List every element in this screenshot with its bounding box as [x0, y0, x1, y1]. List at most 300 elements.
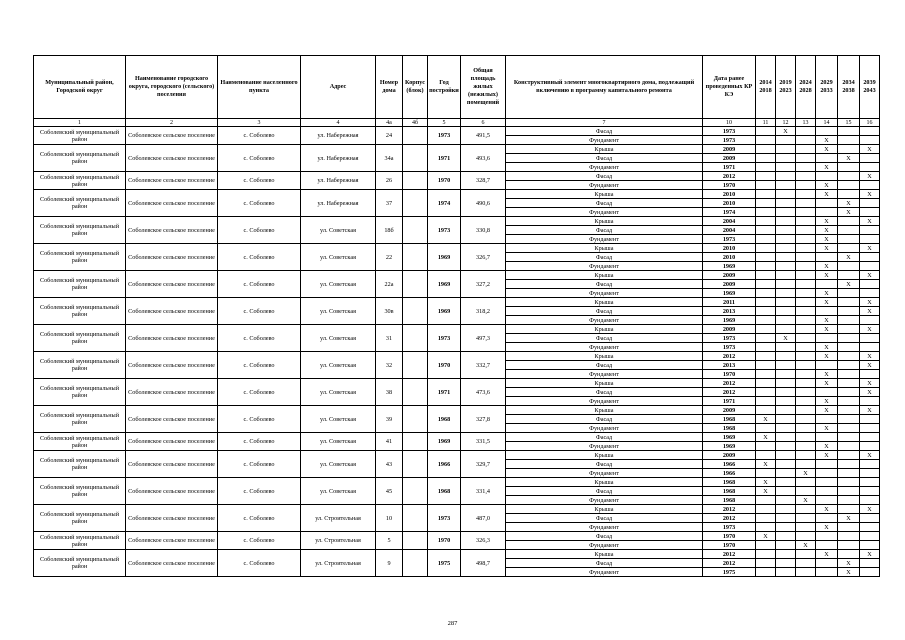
period-cell [860, 514, 880, 523]
period-cell: X [838, 568, 860, 577]
period-cell [860, 226, 880, 235]
period-cell [796, 190, 816, 199]
period-cell [838, 334, 860, 343]
street-cell: ул. Набережная [301, 127, 376, 145]
period-cell [838, 343, 860, 352]
street-cell: ул. Набережная [301, 172, 376, 190]
header-locality: Наименование населенного пункта [218, 56, 301, 119]
header-previous-repair: Дата ранее проведенных КР КЭ [703, 56, 756, 119]
element-cell: Фасад [506, 154, 703, 163]
settlement-cell: Соболевское сельское поселение [126, 451, 218, 478]
element-cell: Фундамент [506, 262, 703, 271]
period-cell [776, 370, 796, 379]
header-period-2019-2023: 2019 2023 [776, 56, 796, 119]
period-cell [838, 289, 860, 298]
element-cell: Фасад [506, 307, 703, 316]
area-cell: 498,7 [461, 550, 506, 577]
period-cell: X [816, 226, 838, 235]
period-cell [796, 181, 816, 190]
area-cell: 326,7 [461, 244, 506, 271]
period-cell [776, 289, 796, 298]
period-cell [838, 172, 860, 181]
element-cell: Крыша [506, 478, 703, 487]
block-cell [403, 325, 428, 352]
period-cell: X [860, 406, 880, 415]
header-settlement: Наименование городского округа, городского (сельского) поселения [126, 56, 218, 119]
period-cell [816, 154, 838, 163]
period-cell [796, 172, 816, 181]
period-cell: X [816, 163, 838, 172]
house-number-cell: 43 [376, 451, 403, 478]
period-cell [776, 154, 796, 163]
locality-cell: с. Соболево [218, 478, 301, 505]
period-cell: X [860, 379, 880, 388]
period-cell [860, 469, 880, 478]
period-cell [796, 415, 816, 424]
period-cell: X [860, 244, 880, 253]
period-cell [796, 298, 816, 307]
period-cell [838, 190, 860, 199]
period-cell [796, 244, 816, 253]
block-cell [403, 298, 428, 325]
block-cell [403, 550, 428, 577]
period-cell [860, 523, 880, 532]
element-cell: Фасад [506, 361, 703, 370]
settlement-cell: Соболевское сельское поселение [126, 271, 218, 298]
locality-cell: с. Соболево [218, 505, 301, 532]
capital-repair-table [33, 55, 880, 577]
period-cell [838, 298, 860, 307]
period-cell [816, 541, 838, 550]
period-cell [796, 271, 816, 280]
district-cell: Соболевский муниципальный район [34, 379, 126, 406]
period-cell: X [860, 271, 880, 280]
period-cell: X [816, 424, 838, 433]
period-cell [838, 442, 860, 451]
element-cell: Фундамент [506, 523, 703, 532]
period-cell [796, 217, 816, 226]
street-cell: ул. Советская [301, 271, 376, 298]
house-number-cell: 32 [376, 352, 403, 379]
table-row [34, 217, 880, 226]
period-cell: X [816, 316, 838, 325]
locality-cell: с. Соболево [218, 325, 301, 352]
element-cell: Фундамент [506, 316, 703, 325]
period-cell [756, 280, 776, 289]
element-cell: Фасад [506, 127, 703, 136]
period-cell [776, 406, 796, 415]
column-number: 15 [838, 119, 860, 127]
block-cell [403, 217, 428, 244]
period-cell: X [860, 298, 880, 307]
period-cell [756, 181, 776, 190]
locality-cell: с. Соболево [218, 550, 301, 577]
period-cell [860, 163, 880, 172]
period-cell [776, 523, 796, 532]
period-cell [796, 532, 816, 541]
period-cell [816, 199, 838, 208]
element-cell: Фундамент [506, 541, 703, 550]
previous-repair-cell: 2009 [703, 406, 756, 415]
locality-cell: с. Соболево [218, 352, 301, 379]
table-row [34, 145, 880, 154]
period-cell: X [816, 523, 838, 532]
element-cell: Фасад [506, 532, 703, 541]
period-cell [816, 496, 838, 505]
house-number-cell: 41 [376, 433, 403, 451]
element-cell: Фундамент [506, 397, 703, 406]
period-cell: X [796, 469, 816, 478]
period-cell [776, 469, 796, 478]
period-cell: X [860, 190, 880, 199]
period-cell [816, 253, 838, 262]
period-cell [838, 352, 860, 361]
period-cell [776, 271, 796, 280]
period-cell [776, 172, 796, 181]
street-cell: ул. Советская [301, 433, 376, 451]
column-number: 6 [461, 119, 506, 127]
period-cell [838, 487, 860, 496]
settlement-cell: Соболевское сельское поселение [126, 217, 218, 244]
period-cell [776, 352, 796, 361]
period-cell [816, 433, 838, 442]
locality-cell: с. Соболево [218, 127, 301, 145]
period-cell: X [860, 550, 880, 559]
previous-repair-cell: 2012 [703, 379, 756, 388]
period-cell [838, 406, 860, 415]
period-cell [776, 361, 796, 370]
period-cell [796, 514, 816, 523]
period-cell [838, 523, 860, 532]
header-period-2029-2033: 2029 2033 [816, 56, 838, 119]
house-number-cell: 5 [376, 532, 403, 550]
previous-repair-cell: 2012 [703, 505, 756, 514]
header-district: Муниципальный район, Городской округ [34, 56, 126, 119]
period-cell [756, 307, 776, 316]
period-cell [838, 244, 860, 253]
period-cell [860, 280, 880, 289]
settlement-cell: Соболевское сельское поселение [126, 478, 218, 505]
previous-repair-cell: 2004 [703, 217, 756, 226]
period-cell [776, 478, 796, 487]
year-built-cell: 1975 [428, 550, 461, 577]
period-cell [838, 370, 860, 379]
element-cell: Фундамент [506, 370, 703, 379]
previous-repair-cell: 2012 [703, 559, 756, 568]
settlement-cell: Соболевское сельское поселение [126, 352, 218, 379]
year-built-cell: 1969 [428, 271, 461, 298]
previous-repair-cell: 1968 [703, 424, 756, 433]
column-number: 14 [816, 119, 838, 127]
column-number: 2 [126, 119, 218, 127]
previous-repair-cell: 2010 [703, 190, 756, 199]
period-cell: X [816, 343, 838, 352]
table-row [34, 190, 880, 199]
previous-repair-cell: 2012 [703, 388, 756, 397]
house-number-cell: 37 [376, 190, 403, 217]
element-cell: Крыша [506, 352, 703, 361]
period-cell [816, 172, 838, 181]
period-cell [860, 154, 880, 163]
element-cell: Фундамент [506, 163, 703, 172]
table-row [34, 325, 880, 334]
period-cell [860, 460, 880, 469]
column-number: 5 [428, 119, 461, 127]
period-cell [796, 316, 816, 325]
previous-repair-cell: 2009 [703, 271, 756, 280]
period-cell [776, 550, 796, 559]
column-number: 10 [703, 119, 756, 127]
period-cell [796, 505, 816, 514]
period-cell [816, 568, 838, 577]
period-cell [816, 415, 838, 424]
period-cell: X [816, 325, 838, 334]
previous-repair-cell: 1970 [703, 370, 756, 379]
period-cell [756, 343, 776, 352]
element-cell: Фасад [506, 172, 703, 181]
area-cell: 327,8 [461, 406, 506, 433]
table-row [34, 550, 880, 559]
period-cell [838, 415, 860, 424]
period-cell: X [816, 136, 838, 145]
block-cell [403, 172, 428, 190]
period-cell [838, 424, 860, 433]
locality-cell: с. Соболево [218, 433, 301, 451]
period-cell [838, 262, 860, 271]
street-cell: ул. Советская [301, 379, 376, 406]
period-cell [776, 244, 796, 253]
period-cell [776, 424, 796, 433]
period-cell [796, 370, 816, 379]
period-cell [860, 415, 880, 424]
locality-cell: с. Соболево [218, 190, 301, 217]
house-number-cell: 24 [376, 127, 403, 145]
period-cell [796, 343, 816, 352]
street-cell: ул. Советская [301, 406, 376, 433]
element-cell: Фасад [506, 415, 703, 424]
period-cell [796, 388, 816, 397]
year-built-cell: 1970 [428, 532, 461, 550]
period-cell [796, 568, 816, 577]
block-cell [403, 406, 428, 433]
settlement-cell: Соболевское сельское поселение [126, 298, 218, 325]
period-cell: X [838, 253, 860, 262]
house-number-cell: 30в [376, 298, 403, 325]
street-cell: ул. Строительная [301, 532, 376, 550]
block-cell [403, 145, 428, 172]
period-cell [860, 289, 880, 298]
district-cell: Соболевский муниципальный район [34, 505, 126, 532]
column-number: 4а [376, 119, 403, 127]
period-cell [756, 352, 776, 361]
block-cell [403, 190, 428, 217]
period-cell [860, 559, 880, 568]
period-cell [838, 478, 860, 487]
settlement-cell: Соболевское сельское поселение [126, 325, 218, 352]
district-cell: Соболевский муниципальный район [34, 352, 126, 379]
previous-repair-cell: 2009 [703, 325, 756, 334]
block-cell [403, 433, 428, 451]
house-number-cell: 39 [376, 406, 403, 433]
period-cell [756, 208, 776, 217]
table-row [34, 532, 880, 541]
element-cell: Фундамент [506, 181, 703, 190]
period-cell [796, 550, 816, 559]
period-cell [796, 523, 816, 532]
period-cell [776, 181, 796, 190]
area-cell: 327,2 [461, 271, 506, 298]
period-cell [816, 127, 838, 136]
column-number: 16 [860, 119, 880, 127]
previous-repair-cell: 1969 [703, 262, 756, 271]
period-cell [860, 262, 880, 271]
element-cell: Фундамент [506, 496, 703, 505]
period-cell [776, 541, 796, 550]
period-cell [756, 235, 776, 244]
period-cell: X [756, 532, 776, 541]
period-cell [756, 550, 776, 559]
period-cell: X [816, 181, 838, 190]
house-number-cell: 31 [376, 325, 403, 352]
period-cell [776, 532, 796, 541]
period-cell [860, 568, 880, 577]
period-cell [756, 361, 776, 370]
period-cell [860, 532, 880, 541]
period-cell: X [860, 217, 880, 226]
period-cell [838, 451, 860, 460]
street-cell: ул. Строительная [301, 550, 376, 577]
period-cell [860, 478, 880, 487]
locality-cell: с. Соболево [218, 451, 301, 478]
locality-cell: с. Соболево [218, 298, 301, 325]
period-cell [796, 208, 816, 217]
area-cell: 329,7 [461, 451, 506, 478]
period-cell [838, 361, 860, 370]
district-cell: Соболевский муниципальный район [34, 127, 126, 145]
element-cell: Фундамент [506, 424, 703, 433]
period-cell [796, 559, 816, 568]
street-cell: ул. Советская [301, 325, 376, 352]
area-cell: 328,7 [461, 172, 506, 190]
table-row [34, 478, 880, 487]
period-cell [816, 532, 838, 541]
period-cell [756, 541, 776, 550]
period-cell [796, 253, 816, 262]
previous-repair-cell: 2009 [703, 154, 756, 163]
period-cell: X [816, 190, 838, 199]
period-cell [838, 163, 860, 172]
period-cell [860, 334, 880, 343]
period-cell [838, 271, 860, 280]
district-cell: Соболевский муниципальный район [34, 298, 126, 325]
period-cell [776, 253, 796, 262]
block-cell [403, 352, 428, 379]
area-cell: 487,0 [461, 505, 506, 532]
table-row [34, 352, 880, 361]
period-cell: X [816, 379, 838, 388]
block-cell [403, 451, 428, 478]
block-cell [403, 505, 428, 532]
previous-repair-cell: 2010 [703, 244, 756, 253]
period-cell [776, 388, 796, 397]
locality-cell: с. Соболево [218, 217, 301, 244]
district-cell: Соболевский муниципальный район [34, 478, 126, 505]
element-cell: Фундамент [506, 289, 703, 298]
period-cell [796, 262, 816, 271]
column-number: 4б [403, 119, 428, 127]
district-cell: Соболевский муниципальный район [34, 532, 126, 550]
period-cell [838, 217, 860, 226]
period-cell [776, 163, 796, 172]
settlement-cell: Соболевское сельское поселение [126, 379, 218, 406]
period-cell [776, 199, 796, 208]
period-cell [816, 559, 838, 568]
period-cell: X [816, 451, 838, 460]
locality-cell: с. Соболево [218, 271, 301, 298]
previous-repair-cell: 1968 [703, 478, 756, 487]
previous-repair-cell: 2012 [703, 514, 756, 523]
previous-repair-cell: 2012 [703, 550, 756, 559]
year-built-cell: 1968 [428, 406, 461, 433]
period-cell [776, 280, 796, 289]
period-cell [796, 325, 816, 334]
period-cell [838, 460, 860, 469]
period-cell: X [860, 361, 880, 370]
period-cell [756, 154, 776, 163]
area-cell: 331,4 [461, 478, 506, 505]
area-cell: 330,8 [461, 217, 506, 244]
element-cell: Фасад [506, 433, 703, 442]
previous-repair-cell: 1968 [703, 496, 756, 505]
period-cell [776, 451, 796, 460]
block-cell [403, 478, 428, 505]
element-cell: Фасад [506, 226, 703, 235]
house-number-cell: 22а [376, 271, 403, 298]
period-cell: X [838, 154, 860, 163]
period-cell [756, 226, 776, 235]
year-built-cell: 1970 [428, 172, 461, 190]
period-cell [776, 559, 796, 568]
district-cell: Соболевский муниципальный район [34, 406, 126, 433]
period-cell [756, 271, 776, 280]
period-cell [838, 388, 860, 397]
period-cell [838, 433, 860, 442]
period-cell [860, 127, 880, 136]
previous-repair-cell: 2009 [703, 280, 756, 289]
period-cell [756, 514, 776, 523]
street-cell: ул. Советская [301, 244, 376, 271]
period-cell [838, 307, 860, 316]
house-number-cell: 34а [376, 145, 403, 172]
year-built-cell: 1973 [428, 127, 461, 145]
previous-repair-cell: 2010 [703, 199, 756, 208]
period-cell [796, 127, 816, 136]
area-cell: 331,5 [461, 433, 506, 451]
period-cell [756, 145, 776, 154]
period-cell [796, 154, 816, 163]
street-cell: ул. Советская [301, 298, 376, 325]
previous-repair-cell: 1969 [703, 442, 756, 451]
period-cell [756, 379, 776, 388]
element-cell: Фундамент [506, 343, 703, 352]
period-cell [860, 442, 880, 451]
settlement-cell: Соболевское сельское поселение [126, 433, 218, 451]
year-built-cell: 1973 [428, 505, 461, 532]
period-cell [756, 406, 776, 415]
period-cell [796, 433, 816, 442]
street-cell: ул. Советская [301, 217, 376, 244]
element-cell: Фасад [506, 514, 703, 523]
